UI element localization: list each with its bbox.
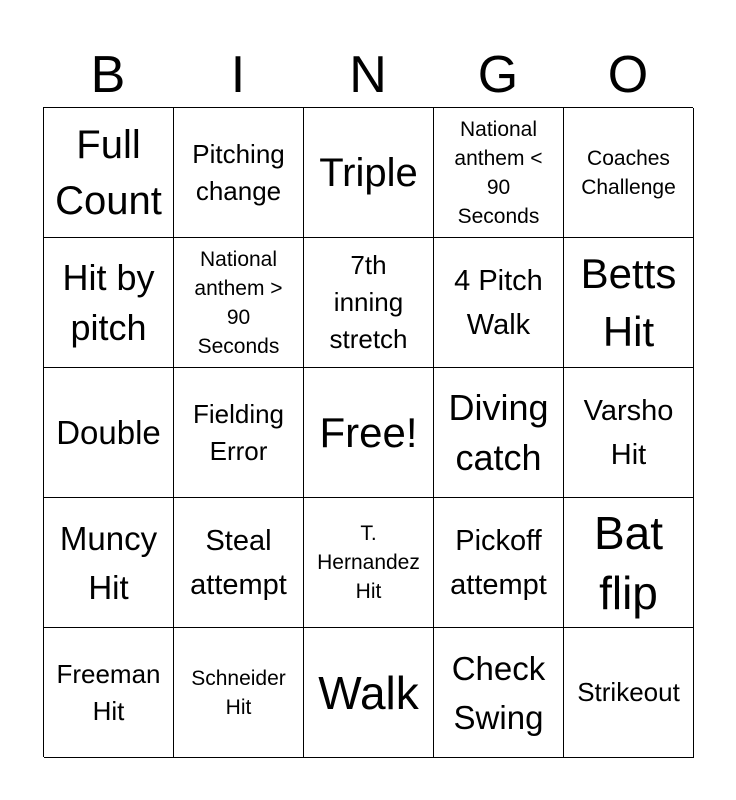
bingo-cell[interactable]: [304, 368, 434, 498]
bingo-cell[interactable]: [434, 238, 564, 368]
cell-label: Schneider Hit: [191, 666, 286, 719]
cell-label: 4 Pitch Walk: [454, 264, 543, 341]
bingo-cell[interactable]: [304, 498, 434, 628]
bingo-cell[interactable]: [174, 628, 304, 758]
bingo-cell[interactable]: [174, 368, 304, 498]
bingo-cell[interactable]: [174, 108, 304, 238]
cell-label: Pitching change: [192, 138, 285, 206]
bingo-cell[interactable]: [434, 368, 564, 498]
cell-label: Freeman Hit: [56, 658, 161, 726]
bingo-cell[interactable]: [564, 368, 694, 498]
cell-label: Hit by pitch: [62, 256, 155, 348]
header-letter-i: I: [230, 46, 246, 104]
header-letter-n: N: [349, 46, 387, 104]
bingo-cell[interactable]: [44, 238, 174, 368]
cell-label: Bat flip: [593, 506, 664, 619]
bingo-cell[interactable]: [434, 628, 564, 758]
bingo-cell[interactable]: [434, 108, 564, 238]
header-letter-o: O: [607, 46, 649, 104]
cell-label: National anthem < 90 Seconds: [454, 117, 543, 228]
cell-label: Betts Hit: [580, 249, 677, 355]
cell-label: Muncy Hit: [59, 519, 158, 606]
bingo-cell[interactable]: [174, 238, 304, 368]
bingo-cell[interactable]: [434, 498, 564, 628]
bingo-cell[interactable]: [174, 498, 304, 628]
cell-label: Check Swing: [451, 649, 546, 736]
header-letter-g: G: [477, 46, 519, 104]
bingo-header: [43, 44, 693, 106]
bingo-cell[interactable]: [44, 108, 174, 238]
cell-label: 7th inning stretch: [329, 250, 408, 354]
cell-label: Fielding Error: [192, 398, 285, 466]
cell-label: Walk: [318, 666, 419, 719]
cell-label: Coaches Challenge: [581, 146, 676, 199]
bingo-cell[interactable]: [564, 238, 694, 368]
bingo-cell[interactable]: [44, 498, 174, 628]
cell-label: Double: [56, 414, 161, 451]
cell-label: Triple: [319, 150, 418, 195]
bingo-board: [43, 107, 693, 757]
header-letter-b: B: [90, 46, 126, 104]
cell-label: Varsho Hit: [583, 394, 674, 471]
cell-label: National anthem > 90 Seconds: [194, 247, 283, 358]
cell-label: Pickoff attempt: [450, 524, 547, 601]
bingo-cell[interactable]: [44, 628, 174, 758]
bingo-cell[interactable]: [564, 108, 694, 238]
bingo-cell[interactable]: [564, 498, 694, 628]
bingo-cell[interactable]: [564, 628, 694, 758]
cell-label: T. Hernandez Hit: [317, 522, 420, 603]
bingo-cell[interactable]: [44, 368, 174, 498]
cell-label: Strikeout: [577, 677, 680, 707]
bingo-cell[interactable]: [304, 238, 434, 368]
bingo-cell[interactable]: [304, 628, 434, 758]
cell-label: Free!: [319, 408, 418, 456]
cell-label: Full Count: [55, 122, 162, 223]
bingo-cell[interactable]: [304, 108, 434, 238]
cell-label: Steal attempt: [190, 524, 287, 601]
cell-label: Diving catch: [448, 386, 549, 478]
